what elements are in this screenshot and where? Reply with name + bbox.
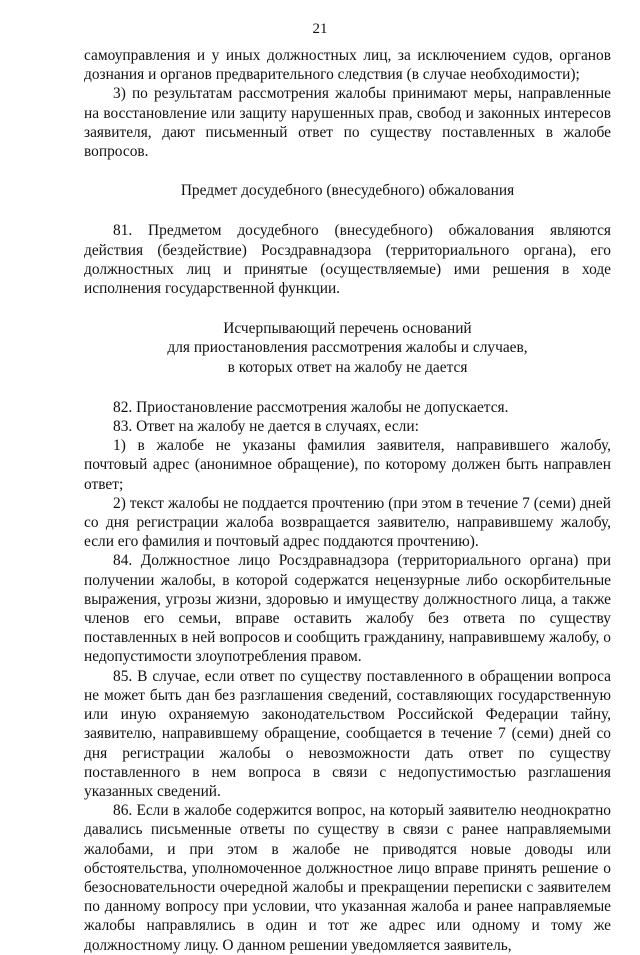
heading-line: для приостановления рассмотрения жалобы и случаев,: [167, 339, 528, 357]
document-body: [84, 46, 611, 955]
paragraph-84: 84. Должностное лицо Росздравнадзора (территориального органа) при получении жалобы, в которой содержатся нецензурные либо оскорбительные выражения, угрозы жизни, здоровью и имуществу должностного лица, а также членов его семьи, вправе оставить жалобу без ответа по существу поставленных в ней вопросов и сообщить гражданину, направившему жалобу, о недопустимости злоупотребления правом.: [84, 552, 611, 666]
paragraph-85: 85. В случае, если ответ по существу поставленного в обращении вопроса не может быть дан без разглашения сведений, составляющих государственную или иную охраняемую законодательством Российской Федерации тайну, заявителю, направившему обращение, сообщается в течение 7 (семи) дней со дня регистрации жалобы о невозможности дать ответ по существу поставленного в нем вопроса в связи с недопустимостью разглашения указанных сведений.: [84, 667, 611, 800]
page-number: 21: [312, 21, 328, 37]
heading-line: Исчерпывающий перечень оснований: [223, 320, 472, 338]
paragraph-86: 86. Если в жалобе содержится вопрос, на который заявителю неоднократно давались письменные ответы по существу в связи с ранее направляемыми жалобами, и при этом в жалобе не приводятся новые доводы или обстоятельства, уполномоченное должностное лицо вправе принять решение о безосновательности очередной жалобы и прекращении переписки с заявителем по данному вопросу при условии, что указанная жалоба и ранее направляемые жалобы направлялись в один и тот же адрес или одному и тому же должностному лицу. О данном решении уведомляется заявитель,: [84, 802, 611, 954]
paragraph-83-item-2: 2) текст жалобы не поддается прочтению (при этом в течение 7 (семи) дней со дня регистрации жалоба возвращается заявителю, направившему жалобу, если его фамилия и почтовый адрес поддаются прочтению).: [84, 494, 611, 551]
section-heading-subject: Предмет досудебного (внесудебного) обжалования: [180, 182, 515, 200]
paragraph-continuation: самоуправления и у иных должностных лиц, за исключением судов, органов дознания и органов предварительного следствия (в случае необходимости);: [84, 47, 611, 84]
paragraph-82: 82. Приостановление рассмотрения жалобы не допускается.: [113, 398, 509, 416]
paragraph-item-3: 3) по результатам рассмотрения жалобы принимают меры, направленные на восстановление или защиту нарушенных прав, свобод и законных интересов заявителя, дают письменный ответ по существу поставленных в жалобе вопросов.: [84, 85, 611, 161]
section-heading-grounds: [84, 319, 611, 377]
paragraph-81: 81. Предметом досудебного (внесудебного) обжалования являются действия (бездействие) Росздравнадзора (территориального органа), его должностных лиц и принятые (осуществляемые) ими решения в ходе исполнения государственной функции.: [84, 222, 611, 298]
paragraph-83-item-1: 1) в жалобе не указаны фамилия заявителя, направившего жалобу, почтовый адрес (анонимное обращение), по которому должен быть направлен ответ;: [84, 437, 611, 493]
paragraph-83: 83. Ответ на жалобу не дается в случаях, если:: [113, 418, 419, 436]
heading-line: в которых ответ на жалобу не дается: [227, 358, 468, 376]
